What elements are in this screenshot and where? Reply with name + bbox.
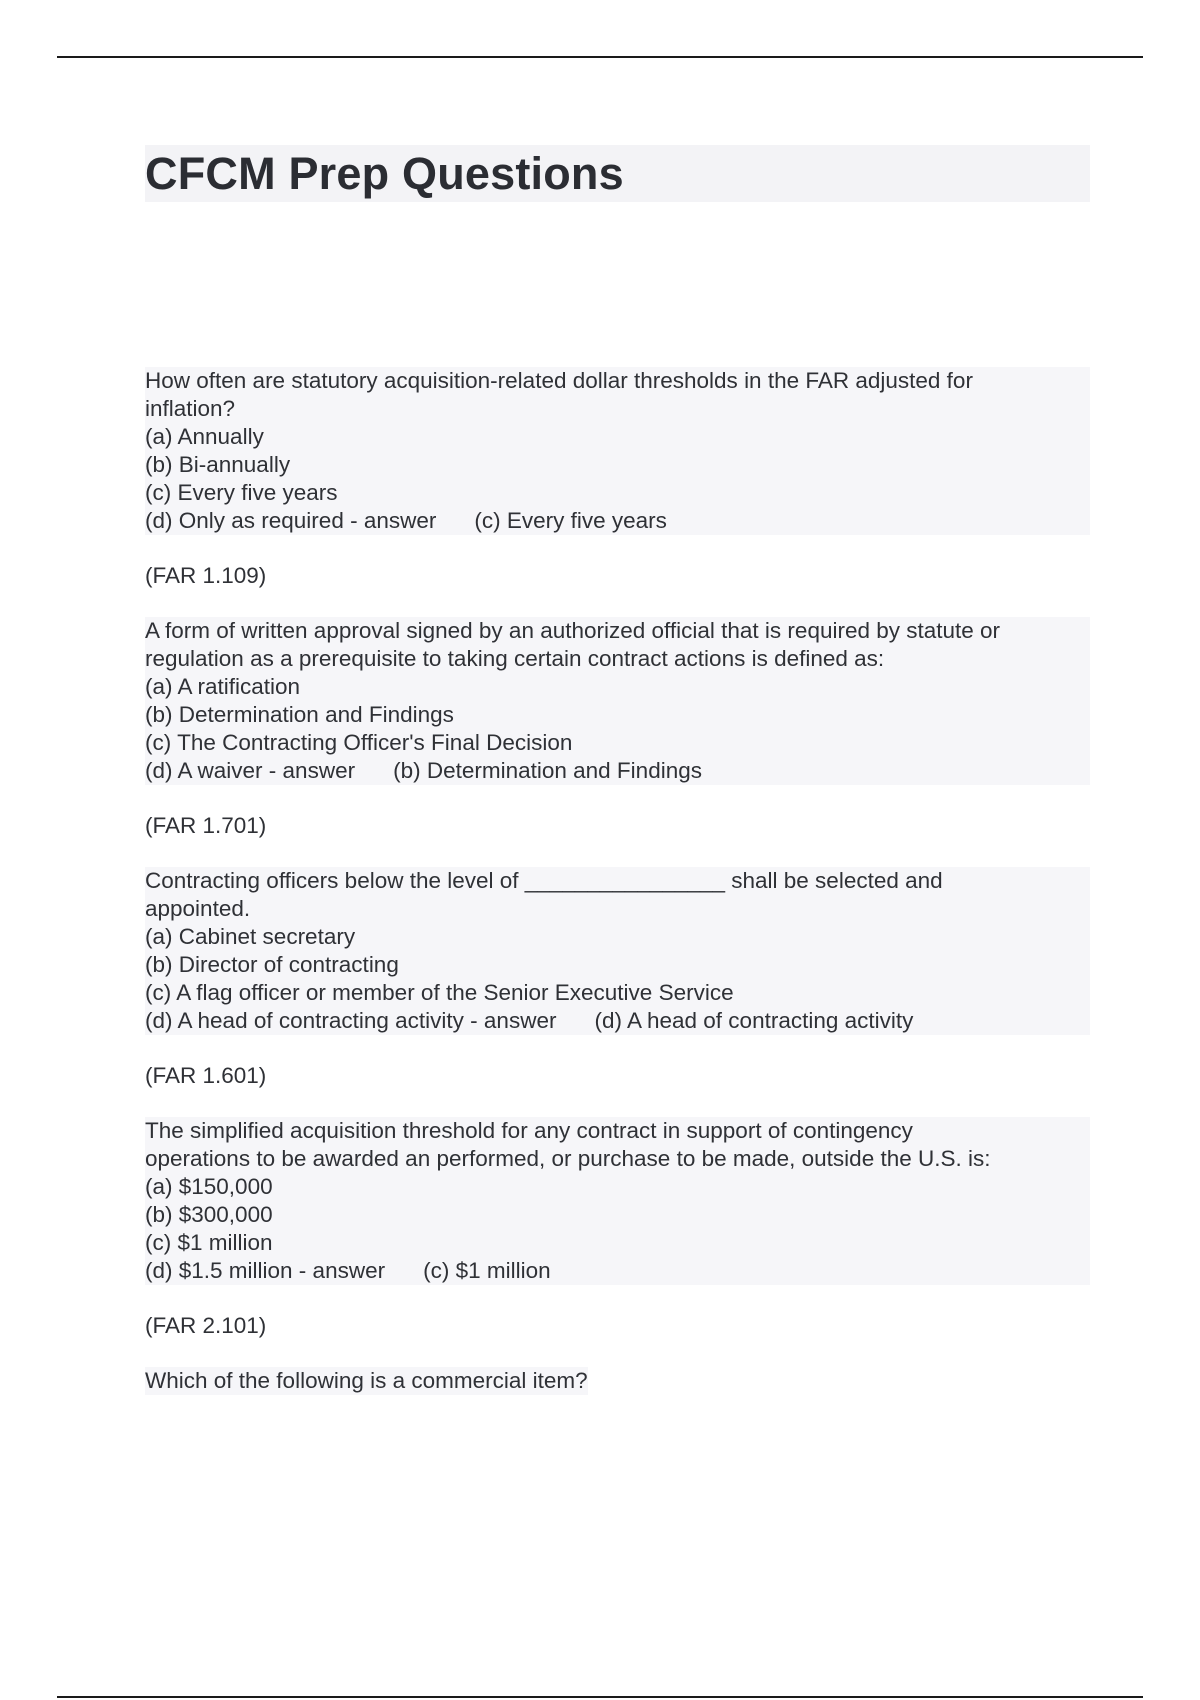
question-2-line-1: A form of written approval signed by an authorized official that is required by statute or <box>145 618 1001 643</box>
question-3-option-b: (b) Director of contracting <box>145 952 399 977</box>
question-2-option-a: (a) A ratification <box>145 674 301 699</box>
question-1 <box>145 367 1090 590</box>
question-3-option-c: (c) A flag officer or member of the Senior Executive Service <box>145 980 734 1005</box>
question-4-text <box>145 1117 1090 1285</box>
question-4-option-d <box>145 1257 1090 1285</box>
question-2-last-option: (d) A waiver - answer <box>145 758 356 783</box>
question-3-option-d <box>145 1007 1090 1035</box>
question-2-option-c: (c) The Contracting Officer's Final Decision <box>145 730 573 755</box>
question-1-option-a: (a) Annually <box>145 424 264 449</box>
question-3-option-a: (a) Cabinet secretary <box>145 924 356 949</box>
question-2-line-2: regulation as a prerequisite to taking certain contract actions is defined as: <box>145 646 885 671</box>
question-1-answer: (c) Every five years <box>474 508 667 533</box>
question-3-answer: (d) A head of contracting activity <box>594 1008 914 1033</box>
question-4-option-c: (c) $1 million <box>145 1230 273 1255</box>
question-1-option-b: (b) Bi-annually <box>145 452 291 477</box>
question-1-option-c: (c) Every five years <box>145 480 338 505</box>
question-1-reference: (FAR 1.109) <box>145 563 267 588</box>
question-3-reference: (FAR 1.601) <box>145 1063 267 1088</box>
question-2-answer: (b) Determination and Findings <box>393 758 702 783</box>
question-4-line-2: operations to be awarded an performed, or purchase to be made, outside the U.S. is: <box>145 1146 991 1171</box>
question-5-text: Which of the following is a commercial item? <box>145 1368 588 1393</box>
question-2-reference: (FAR 1.701) <box>145 813 267 838</box>
question-2-option-b: (b) Determination and Findings <box>145 702 454 727</box>
question-1-option-d <box>145 507 1090 535</box>
question-1-text <box>145 367 1090 535</box>
question-2-text <box>145 617 1090 785</box>
question-3-line-2: appointed. <box>145 896 251 921</box>
bottom-rule <box>57 1696 1143 1698</box>
question-4-option-a: (a) $150,000 <box>145 1174 273 1199</box>
question-3-last-option: (d) A head of contracting activity - answer <box>145 1008 557 1033</box>
question-4-answer: (c) $1 million <box>423 1258 551 1283</box>
question-4-line-1: The simplified acquisition threshold for any contract in support of contingency <box>145 1118 913 1143</box>
question-4-reference: (FAR 2.101) <box>145 1313 267 1338</box>
question-1-line-1: How often are statutory acquisition-related dollar thresholds in the FAR adjusted for <box>145 368 973 393</box>
page-title: CFCM Prep Questions <box>145 148 624 199</box>
question-3-text <box>145 867 1090 1035</box>
question-list <box>145 367 1090 1395</box>
question-4-option-b: (b) $300,000 <box>145 1202 273 1227</box>
question-4-last-option: (d) $1.5 million - answer <box>145 1258 386 1283</box>
question-1-line-2: inflation? <box>145 396 236 421</box>
question-4 <box>145 1117 1090 1340</box>
question-2-option-d <box>145 757 1090 785</box>
question-2 <box>145 617 1090 840</box>
question-1-last-option: (d) Only as required - answer <box>145 508 437 533</box>
question-3-line-1: Contracting officers below the level of ________________ shall be selected and <box>145 868 943 893</box>
question-3 <box>145 867 1090 1090</box>
top-rule <box>57 56 1143 58</box>
